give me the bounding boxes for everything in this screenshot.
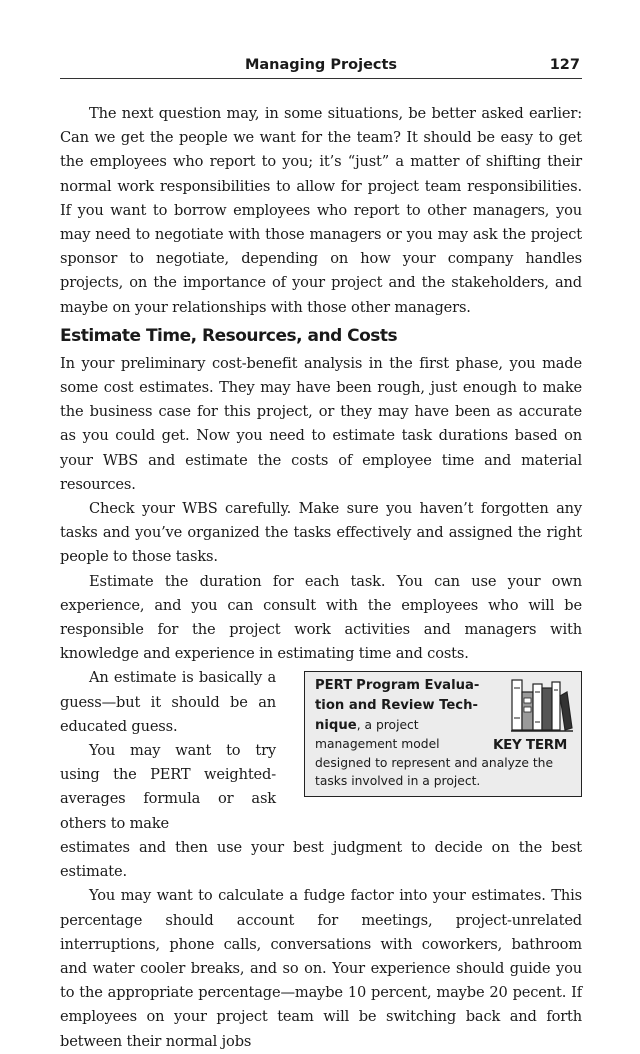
key-term-line: [315, 676, 490, 696]
key-term-label: KEY TERM: [492, 737, 567, 754]
key-term-line: [315, 735, 490, 754]
section-heading: Estimate Time, Resources, and Costs: [60, 325, 398, 346]
page-body: [60, 102, 582, 1054]
key-term-definition: designed to represent and analyze the tasks involved in a project.: [315, 755, 554, 789]
key-term-expansion: Program Evalua-: [356, 678, 480, 694]
key-term-line: [315, 716, 490, 736]
key-term-definition: management model: [315, 737, 440, 752]
running-header: [60, 56, 582, 79]
page-number: 127: [549, 57, 580, 73]
key-term-expansion: nique: [315, 717, 357, 733]
key-term-line: [315, 696, 490, 716]
key-term-expansion: tion and Review Tech-: [315, 698, 478, 714]
key-term-zone: [60, 666, 582, 835]
header-title: Managing Projects: [244, 57, 398, 73]
paragraph: In your preliminary cost-benefit analysis in the first phase, you made some cost estimates. They may have been rough, just enough to make the business case for this project, or they may have been as accurate as you could get. Now you need to estimate task durations based on your WBS and estimate the costs of employee time and material resources.: [60, 354, 582, 493]
paragraph: Estimate the duration for each task. You can use your own experience, and you can consult with the employees who will be responsible for the project work activities and managers with knowledge and experience in estimating time and costs.: [60, 572, 582, 663]
key-term-word: PERT: [315, 678, 353, 694]
paragraph: An estimate is basically a guess—but it should be an educated guess.: [60, 669, 276, 735]
paragraph: The next question may, in some situations, be better asked earlier: Can we get the people we want for the team? It should be easy to get the employees who report to you; it’s “just” a matter of shifting their normal work responsibilities to allow for project team responsibilities. If you want to borrow employees who report to other managers, you may need to negotiate with those managers or you may ask the project sponsor to negotiate, depending on how your company handles projects, on the importance of your project and the stakeholders, and maybe on your relationships with those other managers.: [60, 105, 582, 316]
key-term-definition: , a project: [356, 717, 419, 732]
paragraph: You may want to calculate a fudge factor into your estimates. This percentage should account for meetings, project-unrelated interruptions, phone calls, conversations with coworkers, bathroom and water cooler breaks, and so on. Your experience should guide you to the appropriate percentage—maybe 10 percent, maybe 20 pecent. If employees on your project team will be switching back and forth between their normal jobs: [60, 887, 582, 1050]
books-icon: [511, 678, 573, 732]
key-term-box: [304, 671, 582, 797]
paragraph: You may want to try using the PERT weighted-averages formula or ask others to make: [60, 742, 276, 832]
paragraph: estimates and then use your best judgment to decide on the best estimate.: [60, 838, 582, 881]
paragraph: Check your WBS carefully. Make sure you haven’t forgotten any tasks and you’ve organized the tasks effectively and assigned the right people to those tasks.: [60, 500, 582, 566]
